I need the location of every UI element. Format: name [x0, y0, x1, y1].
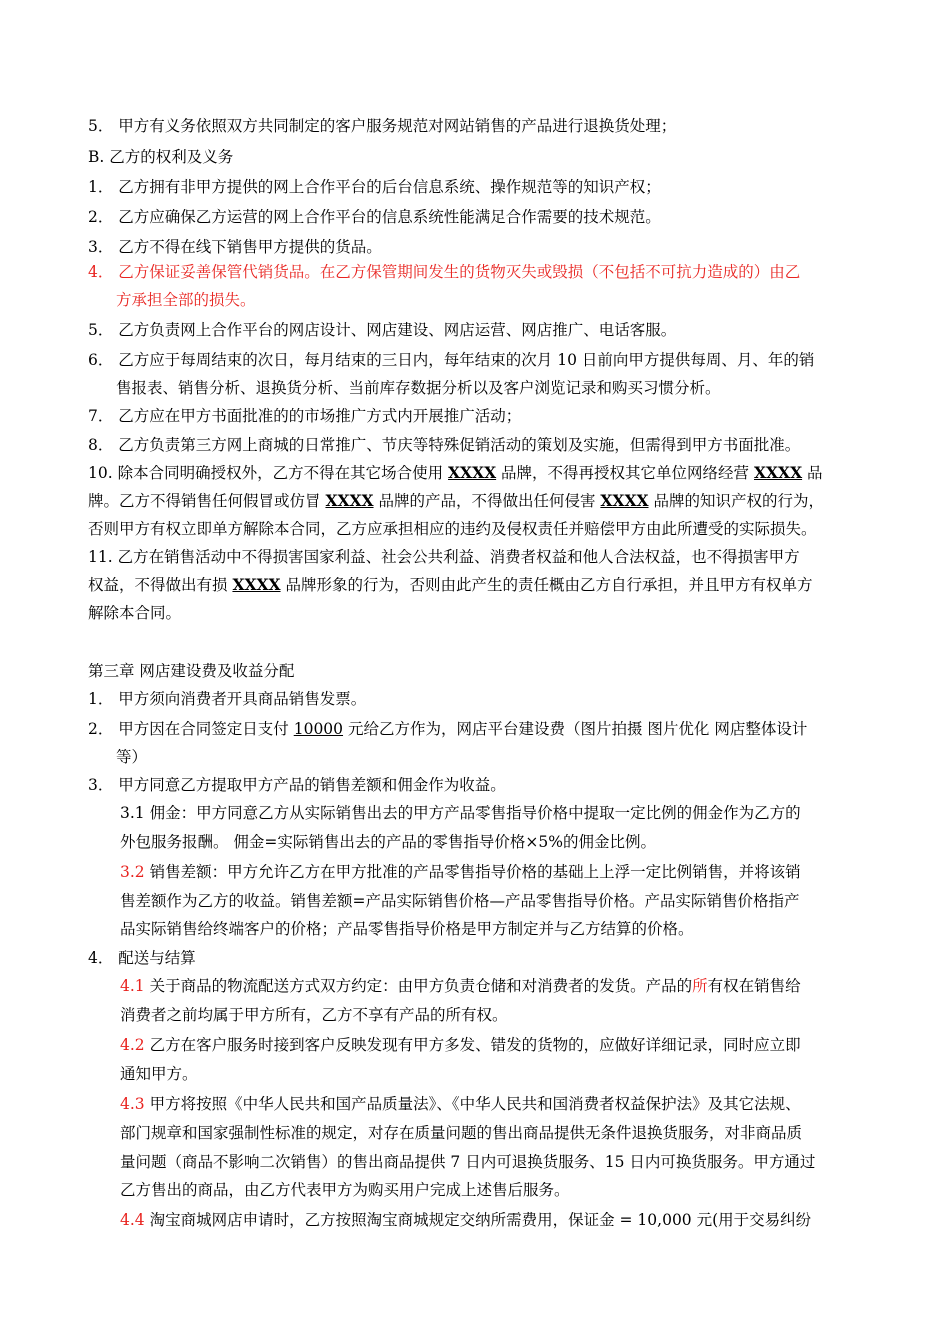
text-segment: XXXX — [232, 575, 281, 594]
text-line — [88, 147, 233, 167]
text-segment: 3.1 佣金：甲方同意乙方从实际销售出去的甲方产品零售指导价格中提取一定比例的佣金作为乙方的 — [120, 804, 801, 822]
text-line — [120, 1064, 198, 1084]
text-line — [88, 519, 817, 539]
text-line — [120, 1180, 570, 1200]
text-segment: 4． 乙方保证妥善保管代销货品。在乙方保管期间发生的货物灭失或毁损（不包括不可抗力造成的）由乙 — [88, 263, 801, 281]
text-segment: 3． 甲方同意乙方提取甲方产品的销售差额和佣金作为收益。 — [88, 776, 506, 794]
text-line — [120, 1152, 815, 1172]
text-segment: 7． 乙方应在甲方书面批准的的市场推广方式内开展推广活动； — [88, 407, 522, 425]
text-line — [120, 1210, 811, 1230]
text-segment: 4． 配送与结算 — [88, 949, 196, 967]
text-segment: 品牌的产品，不得做出任何侵害 — [373, 492, 601, 510]
text-segment: 第三章 网店建设费及收益分配 — [88, 662, 295, 680]
text-segment: 售报表、销售分析、退换货分析、当前库存数据分析以及客户浏览记录和购买习惯分析。 — [116, 379, 721, 397]
text-line — [88, 463, 823, 483]
text-segment: 品牌形象的行为，否则由此产生的责任概由乙方自行承担，并且甲方有权单方 — [280, 576, 813, 594]
text-line — [120, 976, 801, 996]
text-segment: 8． 乙方负责第三方网上商城的日常推广、节庆等特殊促销活动的策划及实施，但需得到甲方书面批准。 — [88, 436, 801, 454]
text-line — [120, 1035, 801, 1055]
text-segment: 关于商品的物流配送方式双方约定：由甲方负责仓储和对消费者的发货。产品的 — [144, 977, 693, 995]
text-segment: 部门规章和国家强制性标准的规定，对存在质量问题的售出商品提供无条件退换货服务，对非商品质 — [120, 1124, 803, 1142]
text-segment: 3.2 — [120, 863, 145, 881]
text-line — [120, 1123, 802, 1143]
text-segment: 淘宝商城网店申请时，乙方按照淘宝商城规定交纳所需费用，保证金 = 10,000 元(用于交易纠纷 — [144, 1211, 812, 1229]
text-segment: 品 — [802, 464, 823, 482]
text-segment: 乙方售出的商品，由乙方代表甲方为购买用户完成上述售后服务。 — [120, 1181, 570, 1199]
text-segment: 4.2 — [120, 1036, 145, 1054]
text-line — [88, 320, 676, 340]
text-segment: 牌。乙方不得销售任何假冒或仿冒 — [88, 492, 326, 510]
text-line — [88, 207, 661, 227]
text-line — [88, 689, 366, 709]
text-line — [120, 1005, 508, 1025]
text-segment: XXXX — [600, 491, 649, 510]
text-segment: 4.1 — [120, 977, 145, 995]
text-segment: 方承担全部的损失。 — [116, 291, 256, 309]
text-line — [120, 1094, 801, 1114]
text-segment: 元给乙方作为，网店平台建设费（图片拍摄 图片优化 网店整体设计 — [343, 720, 808, 738]
text-segment: 4.4 — [120, 1211, 145, 1229]
text-line — [88, 435, 800, 455]
text-segment: 销售差额：甲方允许乙方在甲方批准的产品零售指导价格的基础上上浮一定比例销售，并将该销 — [144, 863, 801, 881]
text-line — [88, 116, 676, 136]
text-line — [88, 350, 814, 370]
text-segment: XXXX — [325, 491, 374, 510]
text-line — [88, 603, 181, 623]
text-segment: XXXX — [753, 463, 803, 482]
text-segment: 6． 乙方应于每周结束的次日，每月结束的三日内，每年结束的次月 10 日前向甲方提供每周、月、年的销 — [88, 351, 815, 369]
text-segment: 通知甲方。 — [120, 1065, 198, 1083]
text-segment: 所 — [692, 977, 708, 995]
text-segment: 3． 乙方不得在线下销售甲方提供的货品。 — [88, 238, 382, 256]
text-segment: 1． 乙方拥有非甲方提供的网上合作平台的后台信息系统、操作规范等的知识产权； — [88, 178, 661, 196]
text-line — [116, 378, 721, 398]
text-segment: 11. 乙方在销售活动中不得损害国家利益、社会公共利益、消费者权益和他人合法权益，也不得损害甲方 — [88, 548, 800, 566]
text-segment: 有权在销售给 — [707, 977, 801, 995]
text-segment: 解除本合同。 — [88, 604, 182, 622]
text-segment: 5． 乙方负责网上合作平台的网店设计、网店建设、网店运营、网店推广、电话客服。 — [88, 321, 677, 339]
text-segment: 1． 甲方须向消费者开具商品销售发票。 — [88, 690, 367, 708]
text-segment: 品实际销售给终端客户的价格；产品零售指导价格是甲方制定并与乙方结算的价格。 — [120, 920, 694, 938]
text-line — [88, 406, 521, 426]
text-line — [116, 290, 256, 310]
section-heading — [88, 661, 294, 681]
text-line — [120, 803, 801, 823]
text-segment: 消费者之前均属于甲方所有，乙方不享有产品的所有权。 — [120, 1006, 508, 1024]
text-segment: 5． 甲方有义务依照双方共同制定的客户服务规范对网站销售的产品进行退换货处理； — [88, 117, 677, 135]
text-line — [88, 547, 800, 567]
text-segment: 品牌的知识产权的行为， — [648, 492, 824, 510]
text-segment: B. 乙方的权利及义务 — [88, 148, 234, 166]
text-line — [116, 747, 147, 767]
text-line — [120, 862, 801, 882]
text-segment: 等） — [116, 748, 148, 766]
text-segment: 否则甲方有权立即单方解除本合同，乙方应承担相应的违约及侵权责任并赔偿甲方由此所遭受的实际损失。 — [88, 520, 817, 538]
text-line — [88, 491, 824, 511]
text-segment: 4.3 — [120, 1095, 145, 1113]
text-line — [120, 832, 656, 852]
text-segment: 量问题（商品不影响二次销售）的售出商品提供 7 日内可退换货服务、15 日内可换货服务。甲方通过 — [120, 1153, 816, 1171]
text-line — [120, 919, 694, 939]
text-segment: 甲方将按照《中华人民共和国产品质量法》、《中华人民共和国消费者权益保护法》及其它法规、 — [144, 1095, 801, 1113]
text-line — [88, 575, 812, 595]
text-line — [88, 719, 807, 739]
text-line — [88, 237, 382, 257]
text-segment: 售差额作为乙方的收益。销售差额=产品实际销售价格—产品零售指导价格。产品实际销售价格指产 — [120, 892, 800, 910]
text-segment: 2． 甲方因在合同签定日支付 — [88, 720, 294, 738]
text-segment: 品牌，不得再授权其它单位网络经营 — [496, 464, 754, 482]
text-segment: 2． 乙方应确保乙方运营的网上合作平台的信息系统性能满足合作需要的技术规范。 — [88, 208, 661, 226]
text-segment: 10000 — [293, 720, 344, 738]
text-line — [88, 177, 661, 197]
text-line — [88, 775, 506, 795]
text-line — [120, 891, 800, 911]
text-line — [88, 262, 800, 282]
text-segment: 乙方在客户服务时接到客户反映发现有甲方多发、错发的货物的，应做好详细记录，同时应立即 — [144, 1036, 801, 1054]
text-segment: 10. 除本合同明确授权外，乙方不得在其它场合使用 — [88, 464, 449, 482]
text-segment: 权益，不得做出有损 — [88, 576, 233, 594]
text-segment: XXXX — [448, 463, 497, 482]
text-line — [88, 948, 196, 968]
text-segment: 外包服务报酬。 佣金=实际销售出去的产品的零售指导价格×5%的佣金比例。 — [120, 833, 656, 851]
